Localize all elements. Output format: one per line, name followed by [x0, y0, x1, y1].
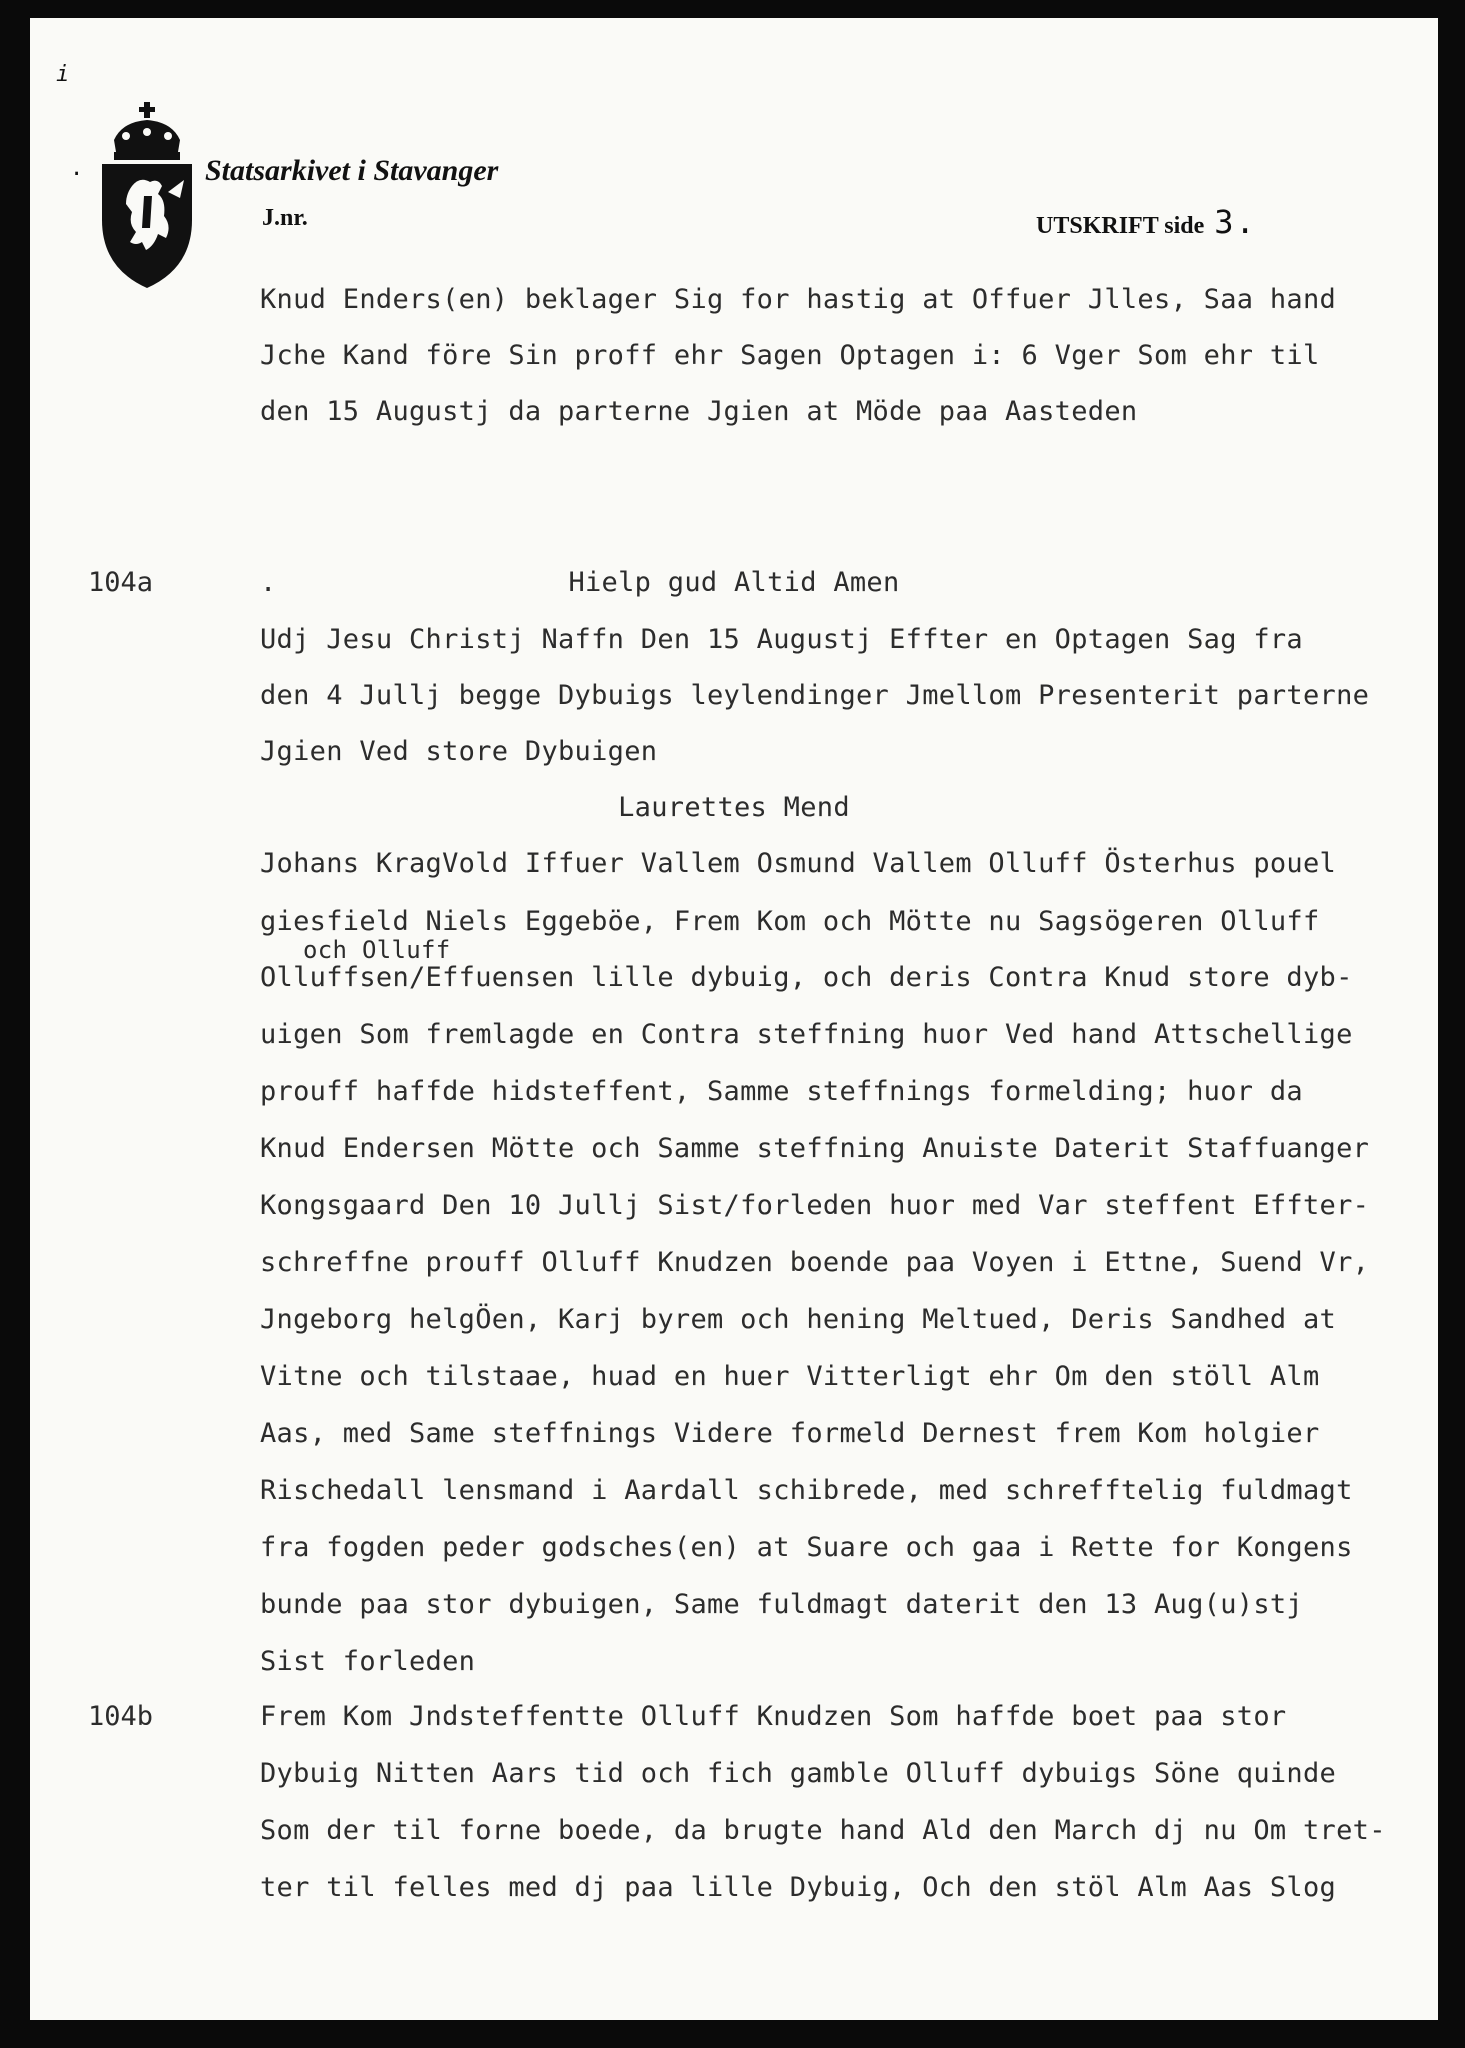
text-line: Kongsgaard Den 10 Jullj Sist/forleden huor med Var steffent Effter-: [260, 1190, 1370, 1221]
text-line: Som der til forne boede, da brugte hand Ald den March dj nu Om tret-: [260, 1815, 1386, 1846]
text-line: Johans KragVold Iffuer Vallem Osmund Vallem Olluff Österhus pouel: [260, 848, 1337, 879]
margin-reference: 104b: [88, 1701, 154, 1732]
text-line: Dybuig Nitten Aars tid och fich gamble Olluff dybuigs Söne quinde: [260, 1758, 1337, 1789]
text-line: fra fogden peder godsches(en) at Suare och gaa i Rette for Kongens: [260, 1532, 1353, 1563]
text-line: Rischedall lensmand i Aardall schibrede, med schrefftelig fuldmagt: [260, 1475, 1353, 1506]
text-line: Jngeborg helgÖen, Karj byrem och hening Meltued, Deris Sandhed at: [260, 1304, 1337, 1335]
text-line: schreffne prouff Olluff Knudzen boende paa Voyen i Ettne, Suend Vr,: [260, 1247, 1370, 1278]
text-line: uigen Som fremlagde en Contra steffning huor Ved hand Attschellige: [260, 1019, 1353, 1050]
text-line: Olluffsen/Effuensen lille dybuig, och deris Contra Knud store dyb-: [260, 962, 1353, 993]
archive-name: Statsarkivet i Stavanger: [205, 154, 499, 187]
bullet-dot: .: [260, 567, 277, 598]
text-line: Knud Endersen Mötte och Samme steffning Anuiste Daterit Staffuanger: [260, 1133, 1370, 1164]
page-number: 3.: [1214, 203, 1257, 241]
text-line: Jche Kand före Sin proff ehr Sagen Optagen i: 6 Vger Som ehr til: [260, 340, 1320, 371]
corner-mark: i: [56, 62, 70, 87]
invocation-heading: Hielp gud Altid Amen: [568, 567, 900, 598]
text-line: den 15 Augustj da parterne Jgien at Möde paa Aasteden: [260, 396, 1138, 427]
text-line: Vitne och tilstaae, huad en huer Vitterligt ehr Om den stöll Alm: [260, 1361, 1320, 1392]
text-line: Udj Jesu Christj Naffn Den 15 Augustj Effter en Optagen Sag fra: [260, 624, 1303, 655]
norwegian-coat-of-arms-icon: [92, 100, 202, 290]
text-line: ter til felles med dj paa lille Dybuig, Och den stöl Alm Aas Slog: [260, 1872, 1337, 1903]
text-line: Aas, med Same steffnings Videre formeld Dernest frem Kom holgier: [260, 1418, 1320, 1449]
interlinear-insertion: och Olluff: [303, 936, 451, 964]
lagrett-heading: Laurettes Mend: [618, 792, 850, 823]
text-line: Frem Kom Jndsteffentte Olluff Knudzen Som haffde boet paa stor: [260, 1701, 1287, 1732]
utskrift-label: UTSKRIFT side: [1036, 213, 1205, 239]
text-line: Sist forleden: [260, 1646, 476, 1677]
text-line: den 4 Jullj begge Dybuigs leylendinger Jmellom Presenterit parterne: [260, 680, 1370, 711]
text-line: giesfield Niels Eggeböe, Frem Kom och Mötte nu Sagsögeren Olluff: [260, 906, 1320, 937]
margin-reference: 104a: [88, 567, 154, 598]
journal-number-label: J.nr.: [262, 205, 308, 231]
corner-dot: .: [70, 156, 84, 181]
text-line: Jgien Ved store Dybuigen: [260, 736, 658, 767]
text-line: bunde paa stor dybuigen, Same fuldmagt daterit den 13 Aug(u)stj: [260, 1589, 1303, 1620]
text-line: prouff haffde hidsteffent, Samme steffnings formelding; huor da: [260, 1076, 1303, 1107]
document-page: [30, 18, 1438, 2020]
text-line: Knud Enders(en) beklager Sig for hastig at Offuer Jlles, Saa hand: [260, 284, 1337, 315]
page-header-utskrift: [1036, 203, 1257, 241]
